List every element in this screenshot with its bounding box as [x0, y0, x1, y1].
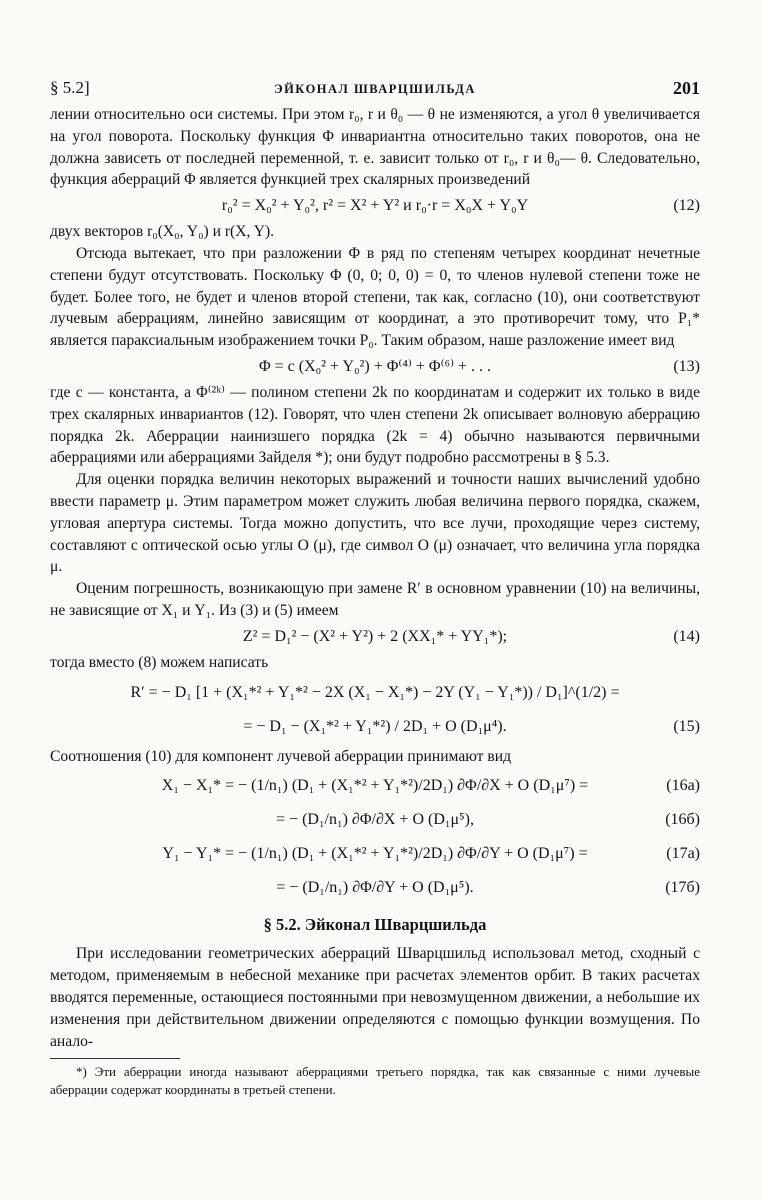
equation-14: [50, 626, 700, 648]
equation-body: Z² = D₁² − (X² + Y²) + 2 (XX₁* + YY₁*);: [242, 627, 508, 645]
equation-12: [50, 195, 700, 217]
equation-number: (17а): [666, 845, 700, 863]
equation-body: Y₁ − Y₁* = − (1/n₁) (D₁ + (X₁*² + Y₁*²)/2D₁) ∂Φ/∂Y + O (D₁μ⁷) =: [162, 845, 588, 863]
equation-body: X₁ − X₁* = − (1/n₁) (D₁ + (X₁*² + Y₁*²)/2D₁) ∂Φ/∂X + O (D₁μ⁷) =: [161, 777, 589, 795]
running-header: [50, 78, 700, 104]
equation-body: r₀² = X₀² + Y₀², r² = X² + Y² и r₀·r = X₀X + Y₀Y: [221, 197, 529, 215]
paragraph-8: Соотношения (10) для компонент лучевой аберрации принимают вид: [50, 747, 512, 765]
equation-body: = − (D₁/n₁) ∂Φ/∂Y + O (D₁μ⁵).: [276, 879, 474, 897]
paragraph-4: где c — константа, а Φ⁽²ᵏ⁾ — полином степени 2k по координатам и содержит их только в виде трех скалярных инвариантов (12). Говорят, что член степени 2k описывает волновую аберрацию порядка 2k. Аберрации наинизшего порядка (2k = 4) обычно называются первичными аберрациями или аберрациями Зайделя *); они будут подробно рассмотрены в § 5.3.: [50, 383, 700, 467]
footnote: *) Эти аберрации иногда называют аберрациями третьего порядка, так как связанные с ними лучевые аберрации содержат координаты в третьей степени.: [50, 1064, 700, 1098]
equation-body: R′ = − D₁ [1 + (X₁*² + Y₁*² − 2X (X₁ − X₁*) − 2Y (Y₁ − Y₁*)) / D₁]^(1/2) =: [130, 683, 620, 701]
footnote-divider: [50, 1058, 180, 1059]
paragraph-3: Отсюда вытекает, что при разложении Φ в ряд по степеням четырех координат нечетные степени будут отсутствовать. Поскольку Φ (0, 0; 0, 0) = 0, то членов нулевой степени тоже не будет. Более того, не будет и членов второй степени, так как, согласно (10), они соответствуют лучевым аберрациям, линейно зависящим от координат, а это противоречит тому, что P₁* является параксиальным изображением точки P₀. Таким образом, наше разложение имеет вид: [50, 244, 700, 350]
equation-number: (16а): [666, 777, 700, 795]
paragraph-9: При исследовании геометрических аберраций Шварцшильд использовал метод, сходный с методом, применяемым в небесной механике при расчетах элементов орбит. В таких расчетах вводятся переменные, остающиеся постоянными при невозмущенном движении, а небольшие их изменения при действительном движении определяются с помощью функции возмущения. По анало-: [50, 945, 700, 1050]
paragraph-2: двух векторов r₀(X₀, Y₀) и r(X, Y).: [50, 223, 275, 241]
equation-body: Φ = c (X₀² + Y₀²) + Φ⁽⁴⁾ + Φ⁽⁶⁾ + . . .: [258, 357, 492, 375]
equation-17b: [50, 873, 700, 903]
equation-15-line-2: [50, 712, 700, 742]
equation-body: = − D₁ − (X₁*² + Y₁*²) / 2D₁ + O (D₁μ⁴).: [243, 717, 507, 735]
book-page: [50, 78, 700, 1099]
equation-16a: [50, 771, 700, 801]
equation-body: = − (D₁/n₁) ∂Φ/∂X + O (D₁μ⁵),: [276, 811, 474, 829]
paragraph-1: лении относительно оси системы. При этом r₀, r и θ₀ — θ не изменяются, а угол θ увеличивается на угол поворота. Поскольку функция Φ инвариантна относительно таких поворотов, она не должна зависеть от последней переменной, т. е. зависит только от r₀, r и θ₀— θ. Следовательно, функция аберраций Φ является функцией трех скалярных произведений: [50, 106, 700, 189]
paragraph-7: тогда вместо (8) можем написать: [50, 653, 269, 671]
equation-number: (13): [673, 357, 700, 375]
equation-number: (16б): [665, 811, 700, 829]
paragraph-5: Для оценки порядка величин некоторых выражений и точности наших вычислений удобно ввести параметр μ. Этим параметром может служить любая величина первого порядка, скажем, угловая апертура системы. Тогда можно допустить, что все лучи, проходящие через систему, составляют с оптической осью углы O (μ), где символ O (μ) означает, что величина угла порядка μ.: [50, 471, 700, 576]
equation-13: [50, 356, 700, 378]
equation-number: (17б): [665, 879, 700, 897]
equation-16b: [50, 805, 700, 835]
equation-number: (12): [673, 197, 700, 215]
equation-number: (15): [673, 717, 700, 735]
header-section: § 5.2]: [50, 78, 90, 97]
equation-number: (14): [673, 627, 700, 645]
paragraph-6: Оценим погрешность, возникающую при замене R′ в основном уравнении (10) на величины, не зависящие от X₁ и Y₁. Из (3) и (5) имеем: [50, 580, 700, 619]
equation-15-line-1: [50, 678, 700, 708]
page-number: 201: [673, 78, 700, 98]
section-heading: § 5.2. Эйконал Шварцшильда: [263, 915, 487, 935]
equation-17a: [50, 839, 700, 869]
header-title: ЭЙКОНАЛ ШВАРЦШИЛЬДА: [274, 82, 476, 96]
